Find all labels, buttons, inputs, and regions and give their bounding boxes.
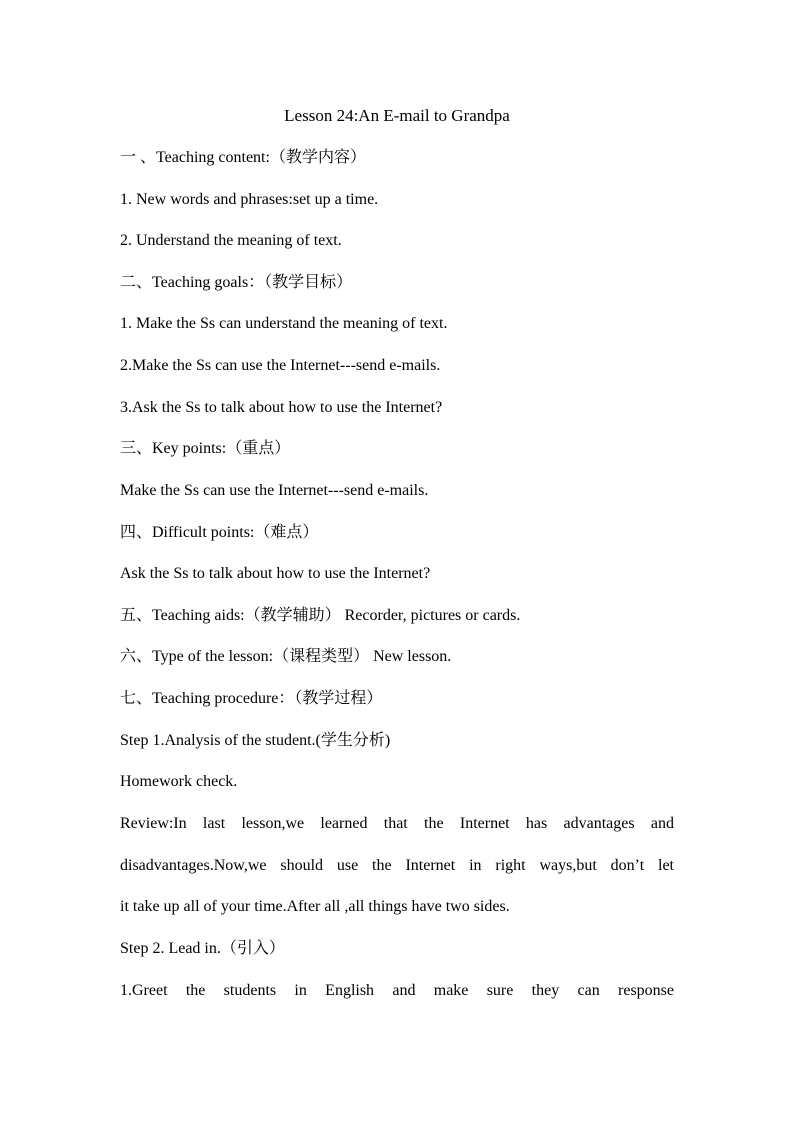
section-heading-content: 一 、Teaching content:（教学内容）: [120, 149, 366, 166]
section-heading-goals: 二、Teaching goals：（教学目标）: [120, 274, 353, 291]
review-paragraph-line-1: Review:In last lesson,we learned that the Internet has advantages and: [120, 815, 674, 832]
step-2-heading: Step 2. Lead in.（引入）: [120, 940, 285, 957]
section-heading-difficult-points: 四、Difficult points:（难点）: [120, 524, 319, 541]
difficult-points-text: Ask the Ss to talk about how to use the Internet?: [120, 565, 431, 582]
content-item-1: 1. New words and phrases:set up a time.: [120, 191, 379, 208]
goal-item-2: 2.Make the Ss can use the Internet---send e-mails.: [120, 357, 441, 374]
review-paragraph-line-2: disadvantages.Now,we should use the Internet in right ways,but don’t let: [120, 857, 674, 874]
section-lesson-type: 六、Type of the lesson:（课程类型） New lesson.: [120, 648, 452, 665]
goal-item-1: 1. Make the Ss can understand the meaning of text.: [120, 315, 448, 332]
content-item-2: 2. Understand the meaning of text.: [120, 232, 342, 249]
key-points-text: Make the Ss can use the Internet---send e-mails.: [120, 482, 429, 499]
section-heading-procedure: 七、Teaching procedure：（教学过程）: [120, 690, 383, 707]
homework-check-text: Homework check.: [120, 773, 238, 790]
goal-item-3: 3.Ask the Ss to talk about how to use the Internet?: [120, 399, 443, 416]
review-paragraph-line-3: it take up all of your time.After all ,all things have two sides.: [120, 898, 510, 915]
step-1-heading: Step 1.Analysis of the student.(学生分析): [120, 732, 391, 749]
section-teaching-aids: 五、Teaching aids:（教学辅助） Recorder, pictures or cards.: [120, 607, 521, 624]
step-2-item-1: 1.Greet the students in English and make sure they can response: [120, 982, 674, 999]
lesson-title: Lesson 24:An E-mail to Grandpa: [284, 106, 510, 125]
section-heading-key-points: 三、Key points:（重点）: [120, 440, 291, 457]
